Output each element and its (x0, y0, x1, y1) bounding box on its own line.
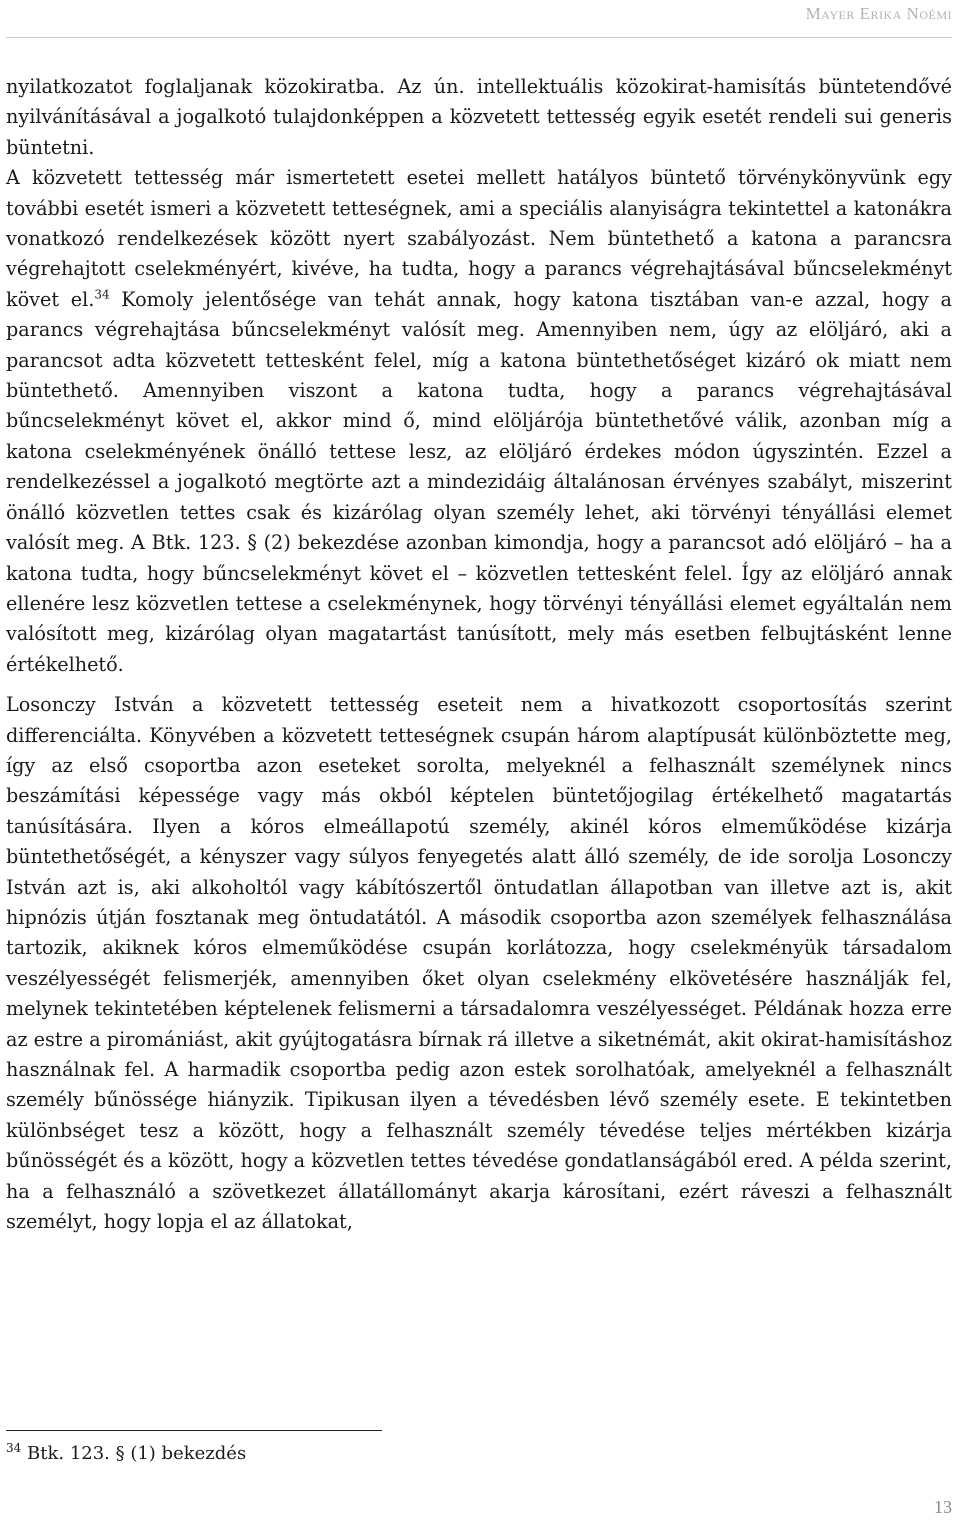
page-number: 13 (934, 1497, 952, 1517)
paragraph-3: Losonczy István a közvetett tettesség eseteit nem a hivatkozott csoportosítás szerint differenciálta. Könyvében a közvetett tetteségnek csupán három alaptípusát különböztette meg, így az első csoportba azon eseteket sorolta, melyeknél a felhasznált személynek nincs beszámítási képessége vagy más okból képtelen büntetőjogilag értékelhető magatartás tanúsítására. Ilyen a kóros elmeállapotú személy, akinél kóros elmeműködése kizárja büntethetőségét, a kényszer vagy súlyos fenyegetés alatt álló személy, de ide sorolja Losonczy István azt is, aki alkoholtól vagy kábítószertől öntudatlan állapotban van illetve azt is, akit hipnózis útján fosztanak meg öntudatától. A második csoportba azon személyek felhasználása tartozik, akiknek kóros elmeműködése csupán korlátozza, hogy cselekményük társadalom veszélyességét felismerjék, amennyiben őket olyan cselekmény elkövetésére használják fel, melynek tekintetében képtelenek felismerni a társadalomra veszélyességet. Példának hozza erre az estre a piromániást, akit gyújtogatásra bírnak rá illetve a siketnémát, akit okirat-hamisításhoz használnak fel. A harmadik csoportba pedig azon estek sorolhatóak, amelyeknél a felhasznált személy bűnössége hiányzik. Tipikusan ilyen a tévedésben lévő személy esete. E tekintetben különbséget tesz a között, hogy a felhasznált személy tévedése teljes mértékben kizárja bűnösségét és a között, hogy a közvetlen tettes tévedése gondatlanságából ered. A példa szerint, ha a felhasználó a szövetkezet állatállományt akarja károsítani, ezért ráveszi a felhasznált személyt, hogy lopja el az állatokat, (6, 693, 952, 1234)
footnote-reference[interactable]: 34 (94, 287, 110, 302)
footnote (6, 1440, 246, 1468)
footnote-text: Btk. 123. § (1) bekezdés (21, 1443, 247, 1464)
paragraph-1: nyilatkozatot foglaljanak közokiratba. Az ún. intellektuális közokirat-hamisítás büntetendővé nyilvánításával a jogalkotó tulajdonképpen a közvetett tettesség egyik esetét rendeli sui generis büntetni. (6, 75, 952, 159)
paragraph-2-part-b: Komoly jelentősége van tehát annak, hogy katona tisztában van-e azzal, hogy a parancs végrehajtása bűncselekményt valósít meg. Amennyiben nem, úgy az elöljáró, aki a parancsot adta közvetett tettesként felel, míg a katona büntethetőséget kizáró ok miatt nem büntethető. Amennyiben viszont a katona tudta, hogy a parancs végrehajtásával bűncselekményt követ el, akkor mind ő, mind elöljárója büntethetővé válik, azonban míg a katona cselekményének önálló tettese lesz, az elöljáró érdekes módon úgyszintén. Ezzel a rendelkezéssel a jogalkotó megtörte azt a mindezidáig általánosan érvényes szabályt, miszerint önálló közvetlen tettes csak és kizárólag olyan személy lehet, aki törvényi tényállási elemet valósít meg. A Btk. 123. § (2) bekezdése azonban kimondja, hogy a parancsot adó elöljáró – ha a katona tudta, hogy bűncselekményt követ el – közvetlen tettesként felel. Így az elöljáró annak ellenére lesz közvetlen tettese a cselekménynek, hogy törvényi tényállási elemet egyáltalán nem valósított meg, kizárólag olyan magatartást tanúsított, mely más esetben felbujtásként lenne értékelhető. (6, 287, 952, 676)
header-divider (6, 37, 952, 38)
running-header: Mayer Erika Noémi (805, 4, 952, 23)
paragraph-2 (6, 163, 952, 680)
body-text (6, 72, 952, 1237)
footnote-number: 34 (6, 1441, 22, 1455)
paragraph-2-part-a: A közvetett tettesség már ismertetett esetei mellett hatályos büntető törvénykönyvünk egy további esetét ismeri a közvetett tetteségnek, ami a speciális alanyiságra tekintettel a katonákra vonatkozó rendelkezések között nyert szabályozást. Nem büntethető a katona a parancsra végrehajtott cselekményért, kivéve, ha tudta, hogy a parancs végrehajtásával bűncselekményt követ el. (6, 166, 952, 311)
footnote-divider (6, 1430, 382, 1431)
